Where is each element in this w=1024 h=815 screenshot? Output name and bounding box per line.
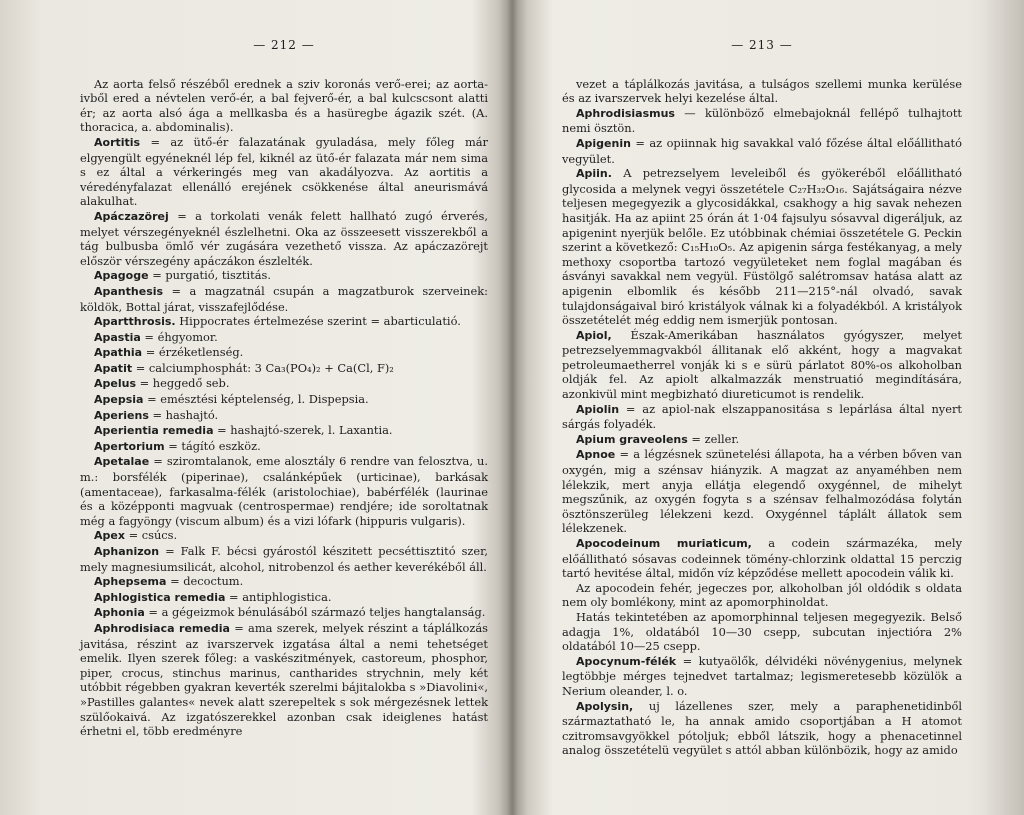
entry-term: Apáczazörej	[94, 209, 169, 223]
dictionary-entry	[80, 439, 488, 455]
dictionary-entry	[562, 432, 962, 448]
dictionary-entry	[80, 135, 488, 209]
entry-text: = kutyaölők, délvidéki növénygenius, melynek legtöbbje mérges tejnedvet tartalmaz; legismeretesebb közülök a Nerium oleander, l. o.	[562, 653, 962, 698]
right-page-number: — 213 —	[731, 38, 793, 52]
right-page	[514, 0, 1024, 815]
entry-text: a codein származéka, mely előállitható sósavas codeinnek tömény-chlorzink oldattal 15 perczig tartó hevitése által, midőn víz képződése mellett apocodein válik ki.	[562, 536, 963, 581]
entry-text: = antiphlogistica.	[225, 589, 332, 604]
entry-text: = hashajtó-szerek, l. Laxantia.	[213, 423, 393, 438]
entry-term: Apanthesis	[94, 284, 164, 298]
entry-text: = az apiol-nak elszappanositása s lepárlása által nyert sárgás folyadék.	[562, 401, 962, 432]
dictionary-entry	[562, 536, 962, 581]
entry-text: = emésztési képtelenség, l. Dispepsia.	[143, 392, 369, 407]
entry-term: Apnoe	[576, 448, 616, 462]
left-entries	[80, 77, 488, 739]
dictionary-entry	[80, 330, 488, 346]
dictionary-entry	[562, 447, 962, 536]
entry-text: = zeller.	[687, 431, 740, 446]
entry-text: = decoctum.	[166, 574, 244, 589]
entry-text: = sziromtalanok, eme alosztály 6 rendre van felosztva, u. m.: borsfélék (piperinae), csalánképűek (urticinae), barkásak (amentaceae), farkasalma-félék (aristolochiae), babérfélék (laurinae és a középponti magvuak (centrospermae) rendjére; ide soroltatnak még a fagyöngy (viscum album) és a vizi lófark (hippuris vulgaris).	[80, 454, 488, 528]
entry-text: = ama szerek, melyek részint a táplálkozás javitása, részint az ivarszervek izgatása által a nemi tehetséget emelik. Ilyen szerek főleg: a vaskészitmények, castoreum, phosphor, piper, crocus, stinchus marinus, cantharides strychnin, mely két utóbbit régebben gyakran keverték szerelmi bájitalokba s »Diavolini«, »Pastilles galantes« nevek alatt szerepeltek s sok mérgezésnek lettek szülőokaivá. Az izgatószerekkel azonban csak ideiglenes hatást érhetni el, több eredményre	[80, 620, 488, 739]
dictionary-entry	[80, 77, 488, 135]
entry-text: — különböző elmebajoknál fellépő tulhajtott nemi ösztön.	[562, 105, 962, 136]
entry-text: uj lázellenes szer, mely a paraphenetidinből származtatható le, ha annak amido csoportjában a H atomot czitromsavgyökkel pótoljuk; ebből látszik, hogy a phenacetinnel analog összetételü vegyület s attól abban különbözik, hogy az amido	[562, 698, 962, 758]
entry-text: = Falk F. bécsi gyárostól készitett pecséttisztitó szer, mely magnesiumsilicát, alcohol, nitrobenzol és aether keverékéből áll.	[80, 544, 488, 574]
dictionary-entry	[80, 590, 488, 606]
entry-text: Észak-Amerikában használatos gyógyszer, melyet petrezselyemmagvakból állitanak elő akként, hogy a magvakat petroleumaetherrel vonják ki s e sürü párlatot 80%-os alkoholban oldják fel. Az apiolt alkalmazzák menstruatió megindítására, azonkivül mint megbizható diureticumot is rendelik.	[562, 327, 962, 402]
entry-term: Aphrodisiasmus	[576, 106, 675, 120]
entry-term: Apocynum-félék	[576, 654, 677, 668]
entry-term: Apagoge	[94, 269, 149, 283]
entry-term: Apocodeinum muriaticum,	[576, 537, 752, 550]
left-page-number: — 212 —	[253, 38, 315, 52]
dictionary-entry	[80, 408, 488, 424]
dictionary-entry	[80, 574, 488, 590]
entry-term: Aperiens	[94, 408, 149, 422]
dictionary-entry	[80, 209, 488, 268]
entry-term: Apolysin,	[576, 699, 634, 713]
entry-text: vezet a táplálkozás javitása, a tulságos szellemi munka kerülése és az ivarszervek helyi kezelése által.	[562, 76, 962, 106]
entry-text: = az opiinnak hig savakkal való főzése által előállitható vegyület.	[562, 135, 962, 166]
dictionary-entry	[562, 610, 962, 654]
entry-text: = a magzatnál csupán a magzatburok szerveinek: köldök, Bottal járat, visszafejlődése.	[80, 283, 488, 314]
dictionary-entry	[80, 345, 488, 361]
entry-term: Aphrodisiaca remedia	[94, 621, 230, 635]
entry-term: Apatit	[94, 361, 133, 375]
entry-term: Aphanizon	[94, 545, 160, 558]
entry-term: Apertorium	[94, 439, 165, 453]
dictionary-entry	[562, 77, 962, 106]
entry-term: Aortitis	[94, 135, 141, 149]
dictionary-entry	[562, 581, 962, 610]
entry-term: Apathia	[94, 346, 143, 360]
entry-text: Az aorta felső részéből erednek a sziv koronás verő-erei; az aorta-ivből ered a névtelen verő-ér, a bal fejverő-ér, a bal kulcscsont alatti ér; az aorta alsó ága a mellkasba és a hasüregbe ágazik szét. (A. thoracica, a. abdominalis).	[80, 76, 488, 135]
entry-text: = érzéketlenség.	[142, 345, 244, 360]
entry-text: = calciumphosphát: 3 Ca₃(PO₄)₂ + Ca(Cl, F)₂	[132, 360, 394, 375]
entry-term: Apartthrosis.	[94, 315, 176, 329]
entry-text: = heggedő seb.	[136, 376, 230, 391]
dictionary-entry	[80, 621, 488, 739]
entry-term: Apiin.	[576, 167, 612, 181]
entry-term: Apigenin	[576, 136, 631, 150]
dictionary-entry	[80, 605, 488, 621]
entry-text: A petrezselyem leveleiből és gyökeréből előállitható glycosida a melynek vegyi összetétele C₂₇H₃₂O₁₆. Sajátságaira nézve teljesen megegyezik a glycosidákkal, csakhogy a hig savak nehezen hasitják. Ha az apiint 25 órán át 1·04 fajsulyu sósavval digeráljuk, az apigenint nyerjük belőle. Ez utóbbinak chémiai összetétele G. Peckin szerint a következő: C₁₅H₁₀O₅. Az apigenin sárga festékanyag, a mely methoxy csoportba tartozó vegyületeket nem foglal magában és ásványi savakkal nem vegyül. Füstölgő salétromsav hatása alatt az apigenin elbomlik és később 211—215°-nál olvadó, savak tulajdonságaival biró kristályok válnak ki a folyadékból. A kristályok összetételét még eddig nem ismerjük pontosan.	[562, 166, 962, 328]
entry-term: Apium graveolens	[576, 432, 688, 446]
dictionary-entry	[80, 528, 488, 544]
entry-text: = hashajtó.	[148, 407, 219, 422]
entry-term: Apiol,	[576, 328, 612, 342]
entry-text: = az ütő-ér falazatának gyuladása, mely főleg már elgyengült egyéneknél lép fel, kiknél az ütő-ér falazata már nem sima s ez által a vérkeringés meg van akadályozva. Az aortitis a véredényfalazat ellenálló erejének csökkenése által aneurismává alakulhat.	[80, 134, 488, 209]
entry-text: = a légzésnek szünetelési állapota, ha a vérben bőven van oxygén, mig a szénsav hiányzik. A magzat az anyaméhben nem lélekzik, mert anyja ellátja elegendő oxygénnel, de mihelyt megszűnik, az oxygén fogyta s a szénsav felhalmozódása folytán ösztönszerüleg lélekzeni kezd. Oxygénnel táplált állatok sem lélekzenek.	[562, 447, 962, 536]
entry-term: Aperientia remedia	[94, 424, 214, 438]
entry-text: = purgatió, tisztitás.	[148, 268, 271, 283]
left-page	[0, 0, 510, 815]
entry-term: Apastia	[94, 330, 141, 344]
dictionary-entry	[562, 654, 962, 699]
entry-term: Aphepsema	[94, 575, 167, 589]
entry-term: Apetalae	[94, 455, 150, 469]
dictionary-entry	[80, 314, 488, 330]
entry-text: = tágító eszköz.	[164, 438, 261, 453]
dictionary-entry	[80, 423, 488, 439]
dictionary-entry	[562, 106, 962, 136]
entry-text: = a gégeizmok bénulásából származó teljes hangtalanság.	[144, 605, 486, 620]
dictionary-entry	[80, 544, 488, 574]
entry-term: Aphonia	[94, 606, 145, 620]
entry-term: Aphlogistica remedia	[94, 590, 226, 604]
dictionary-entry	[562, 136, 962, 166]
entry-text: Hatás tekintetében az apomorphinnal teljesen megegyezik. Belső adagja 1%, oldatából 10—30 csepp, subcutan injectióra 2% oldatából 10—25 csepp.	[562, 609, 962, 654]
entry-text: = csúcs.	[124, 528, 178, 543]
dictionary-entry	[80, 268, 488, 284]
dictionary-entry	[562, 699, 962, 758]
dictionary-entry	[562, 166, 962, 328]
entry-term: Apiolin	[576, 402, 620, 416]
entry-text: = a torkolati venák felett hallható zugó érverés, melyet vérszegényeknél észlelhetni. Oka az összeesett visszerekből a tág bulbusba ömlő vér zugására vezethető vissza. Az apáczazörejt először vérszegény apáczákon észlelték.	[80, 208, 488, 268]
dictionary-entry	[562, 328, 962, 402]
dictionary-entry	[80, 284, 488, 314]
dictionary-entry	[80, 376, 488, 392]
right-entries	[562, 77, 962, 758]
dictionary-entry	[80, 454, 488, 528]
entry-text: = éhgyomor.	[140, 329, 218, 344]
dictionary-entry	[80, 392, 488, 408]
entry-text: Hippocrates értelmezése szerint = abarticulatió.	[175, 314, 461, 329]
dictionary-entry	[562, 402, 962, 432]
entry-text: Az apocodein fehér, jegeczes por, alkoholban jól oldódik s oldata nem oly bomlékony, mint az apomorphinoldat.	[562, 580, 962, 610]
entry-term: Apepsia	[94, 393, 144, 407]
dictionary-entry	[80, 361, 488, 377]
entry-term: Apex	[94, 529, 125, 543]
entry-term: Apelus	[94, 377, 136, 391]
